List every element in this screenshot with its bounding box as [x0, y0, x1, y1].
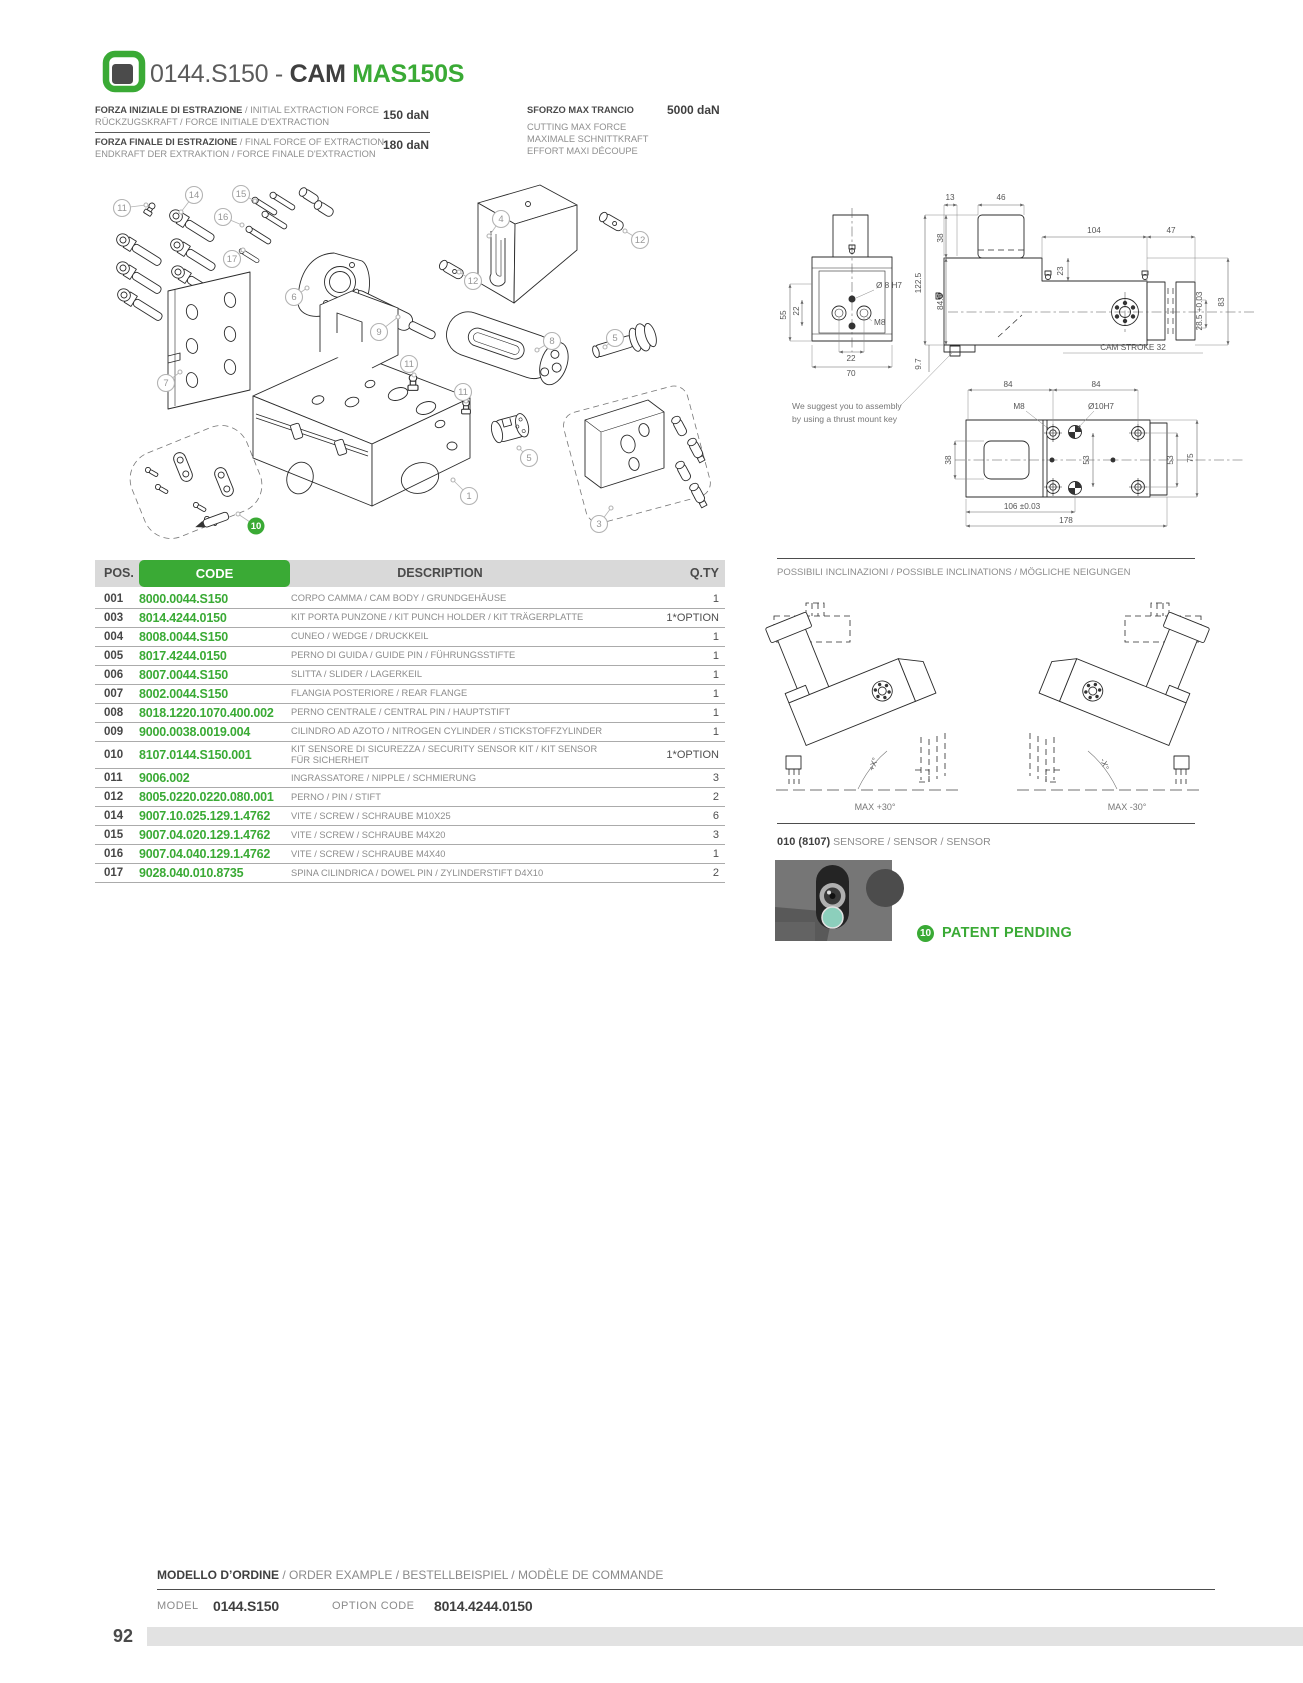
rear-flange-part: [168, 272, 250, 409]
product-model: MAS150S: [352, 60, 465, 88]
part-description: CORPO CAMMA / CAM BODY / GRUNDGEHÄUSE: [291, 593, 507, 604]
patent-pending-label: PATENT PENDING: [942, 925, 1073, 941]
callout-label-9: 9: [376, 327, 382, 339]
punch-holder-kit-group: [560, 383, 713, 526]
flanged-pin-part: [589, 320, 659, 366]
svg-text:84: 84: [1091, 380, 1101, 389]
svg-text:53: 53: [1082, 455, 1091, 465]
part-code: 8002.0044.S150: [139, 687, 228, 701]
model-value: 0144.S150: [213, 1598, 279, 1614]
flange-bushing-part: [489, 412, 531, 445]
spec-value-max: 5000 daN: [667, 103, 720, 117]
option-code-label: OPTION CODE: [332, 1600, 415, 1612]
header-description: DESCRIPTION: [397, 566, 483, 580]
svg-text:13: 13: [945, 193, 955, 202]
part-pos: 017: [104, 867, 124, 880]
table-row: [95, 666, 725, 685]
spec-max-line: CUTTING MAX FORCE: [527, 122, 627, 132]
part-pos: 005: [104, 650, 124, 662]
spec-value-initial: 150 daN: [383, 108, 430, 122]
left-angle-label: +X°: [867, 756, 880, 773]
spec-max-cutting: [527, 104, 648, 157]
part-description: SLITTA / SLIDER / LAGERKEIL: [291, 669, 423, 680]
part-code: 9007.10.025.129.1.4762: [139, 809, 271, 824]
spec-label-bold: FORZA FINALE DI ESTRAZIONE: [95, 137, 238, 147]
spec-value-final: 180 daN: [383, 138, 430, 152]
table-row: [95, 628, 725, 647]
svg-text:M8: M8: [1013, 402, 1025, 411]
page-title: [150, 60, 464, 89]
table-row: [95, 864, 725, 883]
sensor-pin: [194, 511, 230, 530]
svg-text:9.7: 9.7: [914, 358, 923, 370]
option-code-value: 8014.4244.0150: [434, 1598, 533, 1614]
svg-text:84.4: 84.4: [936, 294, 945, 310]
callout-label-17: 17: [226, 254, 238, 266]
table-row: [95, 769, 725, 788]
part-code: 8000.0044.S150: [139, 592, 228, 606]
table-row: [95, 685, 725, 704]
callout-label-5: 5: [526, 453, 532, 465]
part-qty: 6: [712, 810, 719, 823]
table-row: [95, 723, 725, 742]
order-heading-bold: MODELLO D’ORDINE: [157, 1568, 279, 1582]
callout-label-3: 3: [596, 519, 602, 531]
part-pos: 001: [104, 593, 124, 605]
part-qty: 2: [712, 791, 719, 804]
callout-label-1: 1: [466, 491, 472, 503]
spec-max-title: SFORZO MAX TRANCIO: [527, 105, 634, 115]
part-qty: 3: [712, 772, 719, 785]
part-qty: 1: [712, 726, 719, 738]
callout-label-11: 11: [458, 387, 468, 399]
inclinations-heading: POSSIBILI INCLINAZIONI / POSSIBLE INCLINATIONS / MÖGLICHE NEIGUNGEN: [777, 567, 1131, 578]
dimension-drawing: [770, 165, 1265, 545]
part-pos: 016: [104, 848, 124, 861]
svg-text:Ø 8 H7: Ø 8 H7: [876, 281, 902, 290]
sensor-photo: [775, 860, 892, 941]
part-code: 8107.0144.S150.001: [139, 748, 252, 763]
table-row: [95, 845, 725, 864]
svg-text:53: 53: [1166, 455, 1175, 465]
sensor-pos-ref: 010 (8107): [777, 836, 831, 848]
spec-max-line: EFFORT MAXI DÉCOUPE: [527, 146, 638, 156]
svg-text:We suggest you to assembly: We suggest you to assembly: [792, 401, 902, 411]
part-description: CILINDRO AD AZOTO / NITROGEN CYLINDER / STICKSTOFFZYLINDER: [291, 726, 603, 737]
pin-part: [438, 259, 465, 280]
table-row: [95, 742, 725, 769]
part-code: 9000.0038.0019.004: [139, 725, 251, 739]
part-code: 9028.040.010.8735: [139, 866, 244, 881]
product-code: 0144.S150 -: [150, 60, 290, 88]
part-qty: 1: [712, 593, 719, 605]
spec-label-rest: / INITIAL EXTRACTION FORCE: [242, 105, 379, 115]
part-code: 8014.4244.0150: [139, 611, 227, 625]
header-code: CODE: [139, 560, 290, 587]
model-label: MODEL: [157, 1600, 199, 1612]
spec-label-bold: FORZA INIZIALE DI ESTRAZIONE: [95, 105, 243, 115]
wedge-part: [478, 185, 577, 303]
page-number: 92: [113, 1626, 134, 1646]
spec-label-line2: ENDKRAFT DER EXTRAKTION / FORCE FINALE D'EXTRACTION: [95, 149, 376, 159]
part-code: 8017.4244.0150: [139, 649, 227, 663]
svg-text:CAM STROKE 32: CAM STROKE 32: [1100, 343, 1166, 352]
part-qty: 1: [712, 631, 719, 643]
section-divider: [777, 823, 1195, 824]
table-row: [95, 807, 725, 826]
spec-final-extraction: [95, 136, 384, 160]
part-code: 9007.04.020.129.1.4762: [139, 828, 271, 843]
exploded-view-diagram: [95, 165, 720, 555]
section-divider: [777, 558, 1195, 559]
patent-badge: 10: [917, 925, 934, 942]
part-qty: 1*OPTION: [666, 749, 719, 762]
table-row: [95, 704, 725, 723]
svg-text:23: 23: [1056, 266, 1065, 276]
callout-label-5: 5: [612, 333, 618, 345]
part-description: PERNO DI GUIDA / GUIDE PIN / FÜHRUNGSSTIFTE: [291, 650, 516, 661]
part-pos: 007: [104, 688, 124, 700]
part-qty: 1: [712, 650, 719, 662]
spec-label-rest: / FINAL FORCE OF EXTRACTION: [237, 137, 385, 147]
svg-text:122.5: 122.5: [914, 272, 923, 294]
svg-text:38: 38: [944, 455, 953, 465]
part-code: 9006.002: [139, 771, 190, 786]
part-qty: 1: [712, 688, 719, 700]
part-code: 8008.0044.S150: [139, 630, 228, 644]
part-code: 9007.04.040.129.1.4762: [139, 847, 271, 862]
svg-text:Ø10H7: Ø10H7: [1088, 402, 1114, 411]
svg-text:75: 75: [1186, 453, 1195, 463]
callout-label-14: 14: [188, 190, 200, 202]
part-qty: 1: [712, 669, 719, 681]
part-description: SPINA CILINDRICA / DOWEL PIN / ZYLINDERSTIFT D4X10: [291, 867, 544, 878]
part-qty: 2: [712, 867, 719, 880]
callout-label-11: 11: [117, 203, 127, 215]
part-pos: 015: [104, 829, 124, 842]
part-pos: 003: [104, 612, 124, 624]
part-pos: 006: [104, 669, 124, 681]
spec-initial-extraction: [95, 104, 379, 128]
part-description: PERNO / PIN / STIFT: [291, 791, 381, 802]
svg-text:106 ±0.03: 106 ±0.03: [1003, 502, 1041, 511]
header-pos: POS.: [104, 566, 134, 580]
front-view: [779, 208, 902, 378]
callout-label-6: 6: [291, 292, 297, 304]
svg-text:178: 178: [1059, 516, 1073, 525]
spec-max-line: MAXIMALE SCHNITTKRAFT: [527, 134, 649, 144]
svg-text:83: 83: [1217, 297, 1226, 307]
table-row: [95, 788, 725, 807]
pin-part: [598, 211, 625, 232]
svg-text:47: 47: [1166, 226, 1176, 235]
pins-group: [235, 186, 335, 263]
svg-text:104: 104: [1087, 226, 1101, 235]
cam-body-part: [253, 291, 470, 506]
callout-label-4: 4: [498, 214, 504, 226]
part-pos: 011: [104, 772, 123, 785]
svg-text:22: 22: [792, 306, 801, 316]
part-pos: 010: [104, 749, 124, 762]
callout-label-7: 7: [163, 378, 169, 390]
parts-table-body: [95, 590, 725, 883]
callout-label-12: 12: [467, 276, 479, 288]
part-description: VITE / SCREW / SCHRAUBE M4X20: [291, 829, 446, 840]
callout-label-12: 12: [634, 235, 646, 247]
part-qty: 1: [712, 848, 719, 861]
part-qty: 1: [712, 707, 719, 719]
part-pos: 004: [104, 631, 124, 643]
header-qty: Q.TY: [689, 566, 719, 580]
svg-text:by using a thrust mount key: by using a thrust mount key: [792, 414, 898, 424]
table-row: [95, 647, 725, 666]
svg-text:22: 22: [846, 354, 856, 363]
part-description: INGRASSATORE / NIPPLE / SCHMIERUNG: [291, 772, 477, 783]
order-divider: [157, 1589, 1215, 1590]
product-type: CAM: [289, 60, 353, 88]
part-pos: 012: [104, 791, 124, 804]
sensor-caption: [777, 836, 991, 848]
order-heading-rest: / ORDER EXAMPLE / BESTELLBEISPIEL / MODÈLE DE COMMANDE: [279, 1568, 664, 1582]
part-code: 8007.0044.S150: [139, 668, 228, 682]
parts-table-header: [95, 560, 725, 587]
side-view: [792, 193, 1255, 424]
part-code: 8005.0220.0220.080.001: [139, 790, 274, 805]
svg-text:84: 84: [1003, 380, 1013, 389]
spec-label-line2: RÜCKZUGSKRAFT / FORCE INITIALE D'EXTRACTION: [95, 117, 330, 127]
part-description: KIT PORTA PUNZONE / KIT PUNCH HOLDER / KIT TRÄGERPLATTE: [291, 612, 584, 623]
svg-text:28.5 +0.03: 28.5 +0.03: [1195, 291, 1204, 331]
inclination-diagrams: [770, 560, 1215, 810]
right-max-caption: MAX -30°: [1107, 802, 1147, 812]
callout-label-11: 11: [404, 359, 414, 371]
spec-divider: [95, 132, 430, 133]
brand-logo-icon: [101, 50, 147, 94]
part-description: PERNO CENTRALE / CENTRAL PIN / HAUPTSTIFT: [291, 707, 511, 718]
svg-text:46: 46: [996, 193, 1006, 202]
sensor-caption-text: SENSORE / SENSOR / SENSOR: [830, 836, 991, 848]
part-code: 8018.1220.1070.400.002: [139, 706, 274, 720]
part-description: KIT SENSORE DI SICUREZZA / SECURITY SENSOR KIT / KIT SENSOR FÜR SICHERHEIT: [291, 744, 598, 766]
right-angle-label: -X°: [1098, 757, 1111, 772]
part-pos: 009: [104, 726, 124, 738]
part-description: FLANGIA POSTERIORE / REAR FLANGE: [291, 688, 468, 699]
part-pos: 014: [104, 810, 124, 823]
table-row: [95, 826, 725, 845]
part-description: CUNEO / WEDGE / DRUCKKEIL: [291, 631, 429, 642]
part-pos: 008: [104, 707, 124, 719]
part-qty: 3: [712, 829, 719, 842]
bottom-view: [944, 380, 1245, 526]
callout-label-10: 10: [250, 521, 262, 533]
part-qty: 1*OPTION: [666, 612, 719, 624]
callout-label-8: 8: [549, 336, 555, 348]
part-description: VITE / SCREW / SCHRAUBE M10X25: [291, 810, 451, 821]
svg-text:M8: M8: [874, 318, 886, 327]
table-row: [95, 609, 725, 628]
left-max-caption: MAX +30°: [854, 802, 896, 812]
svg-text:70: 70: [846, 369, 856, 378]
order-example-heading: [157, 1568, 663, 1582]
svg-text:55: 55: [779, 310, 788, 320]
callout-label-15: 15: [235, 189, 247, 201]
footer-bar: [147, 1627, 1303, 1646]
part-description: VITE / SCREW / SCHRAUBE M4X40: [291, 848, 446, 859]
svg-text:38: 38: [936, 233, 945, 243]
callout-label-16: 16: [217, 212, 229, 224]
table-row: [95, 590, 725, 609]
